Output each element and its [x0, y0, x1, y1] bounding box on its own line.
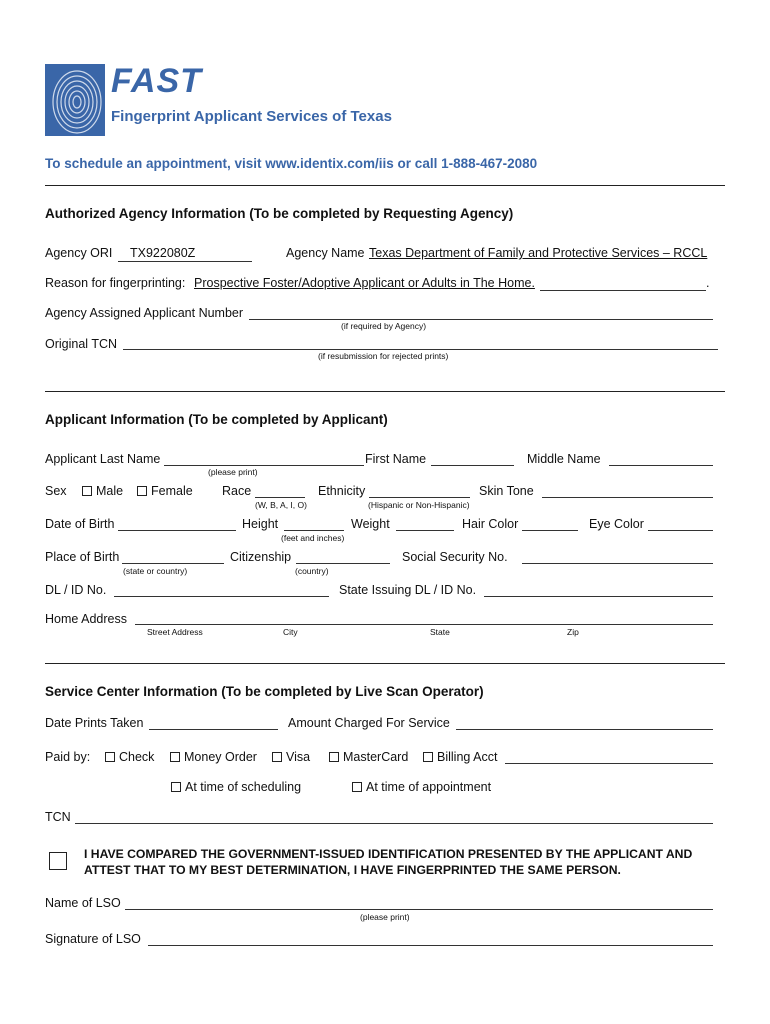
money-order-checkbox[interactable]	[170, 752, 180, 762]
height-field[interactable]	[284, 530, 344, 531]
ssn-label: Social Security No.	[402, 550, 508, 564]
last-name-field[interactable]	[164, 465, 364, 466]
pob-label: Place of Birth	[45, 550, 120, 564]
visa-checkbox[interactable]	[272, 752, 282, 762]
money-order-label: Money Order	[184, 750, 257, 764]
weight-label: Weight	[351, 517, 390, 531]
original-tcn-field[interactable]	[123, 349, 718, 350]
street-hint: Street Address	[147, 627, 203, 637]
middle-name-field[interactable]	[609, 465, 713, 466]
ethnicity-label: Ethnicity	[318, 484, 366, 498]
sex-female-option[interactable]	[137, 484, 193, 498]
at-appointment-checkbox[interactable]	[352, 782, 362, 792]
height-hint: (feet and inches)	[281, 533, 345, 543]
divider	[45, 663, 725, 664]
reason-field-tail[interactable]	[540, 290, 706, 291]
state-dl-label: State Issuing DL / ID No.	[339, 583, 477, 597]
assigned-number-label: Agency Assigned Applicant Number	[45, 306, 244, 320]
agency-ori-field[interactable]	[118, 261, 252, 262]
dl-field[interactable]	[114, 596, 329, 597]
skin-tone-field[interactable]	[542, 497, 713, 498]
billing-acct-field[interactable]	[505, 763, 713, 764]
assigned-number-field[interactable]	[249, 319, 713, 320]
dl-label: DL / ID No.	[45, 583, 107, 597]
dob-field[interactable]	[118, 530, 236, 531]
billing-option[interactable]	[423, 750, 497, 764]
attest-checkbox[interactable]	[49, 852, 67, 870]
pob-hint: (state or country)	[123, 566, 188, 576]
skin-tone-label: Skin Tone	[479, 484, 534, 498]
visa-option[interactable]	[272, 750, 310, 764]
paid-by-label: Paid by:	[45, 750, 91, 764]
citizenship-field[interactable]	[296, 563, 390, 564]
assigned-number-hint: (if required by Agency)	[341, 321, 427, 331]
tcn-field[interactable]	[75, 823, 713, 824]
dob-label: Date of Birth	[45, 517, 115, 531]
agency-section-title: Authorized Agency Information (To be completed by Requesting Agency)	[45, 206, 514, 221]
hair-color-label: Hair Color	[462, 517, 519, 531]
weight-field[interactable]	[396, 530, 454, 531]
logo-title: FAST	[111, 62, 202, 100]
at-scheduling-option[interactable]	[171, 780, 301, 794]
lso-name-hint: (please print)	[360, 912, 410, 922]
reason-label: Reason for fingerprinting:	[45, 276, 186, 290]
fingerprint-logo	[45, 64, 105, 136]
original-tcn-label: Original TCN	[45, 337, 118, 351]
eye-color-field[interactable]	[648, 530, 713, 531]
lso-signature-label: Signature of LSO	[45, 932, 141, 946]
check-checkbox[interactable]	[105, 752, 115, 762]
fingerprint-icon	[45, 64, 105, 136]
amount-label: Amount Charged For Service	[288, 716, 450, 730]
ssn-field[interactable]	[522, 563, 713, 564]
citizenship-label: Citizenship	[230, 550, 292, 564]
first-name-field[interactable]	[431, 465, 514, 466]
home-address-label: Home Address	[45, 612, 127, 626]
at-appointment-label: At time of appointment	[366, 780, 492, 794]
check-option[interactable]	[105, 750, 154, 764]
ethnicity-hint: (Hispanic or Non-Hispanic)	[368, 500, 470, 510]
service-section-title: Service Center Information (To be completed by Live Scan Operator)	[45, 684, 484, 699]
billing-label: Billing Acct	[437, 750, 498, 764]
height-label: Height	[242, 517, 279, 531]
ethnicity-field[interactable]	[369, 497, 470, 498]
race-field[interactable]	[255, 497, 305, 498]
divider	[45, 185, 725, 186]
reason-value[interactable]: Prospective Foster/Adoptive Applicant or Adults in The Home.	[194, 276, 535, 290]
billing-checkbox[interactable]	[423, 752, 433, 762]
female-label: Female	[151, 484, 193, 498]
attest-line-2: ATTEST THAT TO MY BEST DETERMINATION, I HAVE FINGERPRINTED THE SAME PERSON.	[84, 863, 621, 877]
applicant-section-title: Applicant Information (To be completed by Applicant)	[45, 412, 388, 427]
agency-name-label: Agency Name	[286, 246, 365, 260]
eye-color-label: Eye Color	[589, 517, 644, 531]
divider	[45, 391, 725, 392]
zip-hint: Zip	[567, 627, 579, 637]
hair-color-field[interactable]	[522, 530, 578, 531]
amount-field[interactable]	[456, 729, 713, 730]
visa-label: Visa	[286, 750, 311, 764]
schedule-notice: To schedule an appointment, visit www.identix.com/iis or call 1-888-467-2080	[45, 156, 538, 171]
state-hint: State	[430, 627, 450, 637]
middle-name-label: Middle Name	[527, 452, 601, 466]
last-name-hint: (please print)	[208, 467, 258, 477]
agency-name-value[interactable]: Texas Department of Family and Protective Services – RCCL	[369, 246, 708, 260]
mastercard-option[interactable]	[329, 750, 408, 764]
date-taken-label: Date Prints Taken	[45, 716, 144, 730]
reason-end: .	[706, 276, 710, 290]
lso-name-field[interactable]	[125, 909, 713, 910]
sex-label: Sex	[45, 484, 67, 498]
original-tcn-hint: (if resubmission for rejected prints)	[318, 351, 449, 361]
agency-ori-value: TX922080Z	[130, 246, 196, 260]
money-order-option[interactable]	[170, 750, 257, 764]
logo-subtitle: Fingerprint Applicant Services of Texas	[111, 108, 392, 125]
city-hint: City	[283, 627, 298, 637]
mastercard-checkbox[interactable]	[329, 752, 339, 762]
race-label: Race	[222, 484, 252, 498]
citizenship-hint: (country)	[295, 566, 329, 576]
date-taken-field[interactable]	[149, 729, 278, 730]
attest-line-1: I HAVE COMPARED THE GOVERNMENT-ISSUED IDENTIFICATION PRESENTED BY THE APPLICANT AND	[84, 847, 693, 861]
lso-name-label: Name of LSO	[45, 896, 121, 910]
pob-field[interactable]	[122, 563, 224, 564]
first-name-label: First Name	[365, 452, 427, 466]
male-checkbox[interactable]	[82, 486, 92, 496]
state-dl-field[interactable]	[484, 596, 713, 597]
last-name-label: Applicant Last Name	[45, 452, 161, 466]
male-label: Male	[96, 484, 124, 498]
race-hint: (W, B, A, I, O)	[255, 500, 307, 510]
mastercard-label: MasterCard	[343, 750, 409, 764]
attest-statement	[84, 846, 692, 878]
at-appointment-option[interactable]	[352, 780, 491, 794]
tcn-label: TCN	[45, 810, 71, 824]
at-scheduling-label: At time of scheduling	[185, 780, 302, 794]
check-label: Check	[119, 750, 155, 764]
at-scheduling-checkbox[interactable]	[171, 782, 181, 792]
female-checkbox[interactable]	[137, 486, 147, 496]
agency-ori-label: Agency ORI	[45, 246, 113, 260]
home-address-field[interactable]	[135, 624, 713, 625]
sex-male-option[interactable]	[82, 484, 123, 498]
lso-signature-field[interactable]	[148, 945, 713, 946]
